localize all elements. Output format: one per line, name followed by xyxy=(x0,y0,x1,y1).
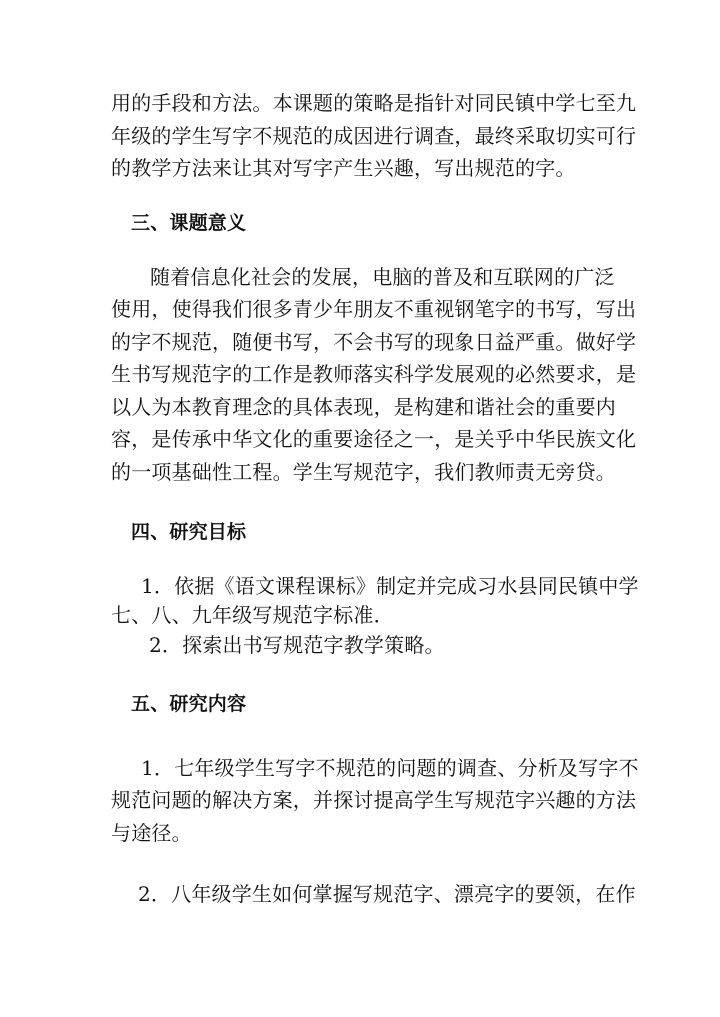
section-5-item-1-line-3: 与途径。 xyxy=(111,821,192,845)
section-3-line-6: 容，是传承中华文化的重要途径之一，是关乎中华民族文化 xyxy=(111,427,637,451)
section-5-item-1-line-1: 1．七年级学生写字不规范的问题的调查、分析及写字不 xyxy=(141,756,639,780)
section-5-item-2-line-1: 2．八年级学生如何掌握写规范字、漂亮字的要领，在作 xyxy=(138,882,636,906)
section-4-heading: 四、研究目标 xyxy=(131,521,247,543)
section-5-item-1-line-2: 规范问题的解决方案，并探讨提高学生写规范字兴趣的方法 xyxy=(111,788,637,812)
section-3-line-2: 使用，使得我们很多青少年朋友不重视钢笔字的书写，写出 xyxy=(111,297,637,321)
intro-line-2: 年级的学生写字不规范的成因进行调查，最终采取切实可行 xyxy=(111,124,637,148)
section-4-line-3: 2．探索出书写规范字教学策略。 xyxy=(149,633,445,657)
section-3-line-1: 随着信息化社会的发展，电脑的普及和互联网的广泛 xyxy=(150,265,615,289)
section-3-line-5: 以人为本教育理念的具体表现，是构建和谐社会的重要内 xyxy=(111,395,616,419)
section-4-line-1: 1．依据《语文课程课标》制定并完成习水县同民镇中学 xyxy=(141,574,639,598)
intro-line-3: 的教学方法来让其对写字产生兴趣，写出规范的字。 xyxy=(111,156,576,180)
section-3-line-4: 生书写规范字的工作是教师落实科学发展观的必然要求，是 xyxy=(111,362,637,386)
section-3-line-7: 的一项基础性工程。学生写规范字，我们教师责无旁贷。 xyxy=(111,460,616,484)
section-4-line-2: 七、八、九年级写规范字标准． xyxy=(111,603,394,627)
intro-line-1: 用的手段和方法。本课题的策略是指针对同民镇中学七至九 xyxy=(111,91,637,115)
section-3-heading: 三、课题意义 xyxy=(131,212,247,234)
section-5-heading: 五、研究内容 xyxy=(131,693,247,715)
section-3-line-3: 的字不规范，随便书写，不会书写的现象日益严重。做好学 xyxy=(111,330,637,354)
